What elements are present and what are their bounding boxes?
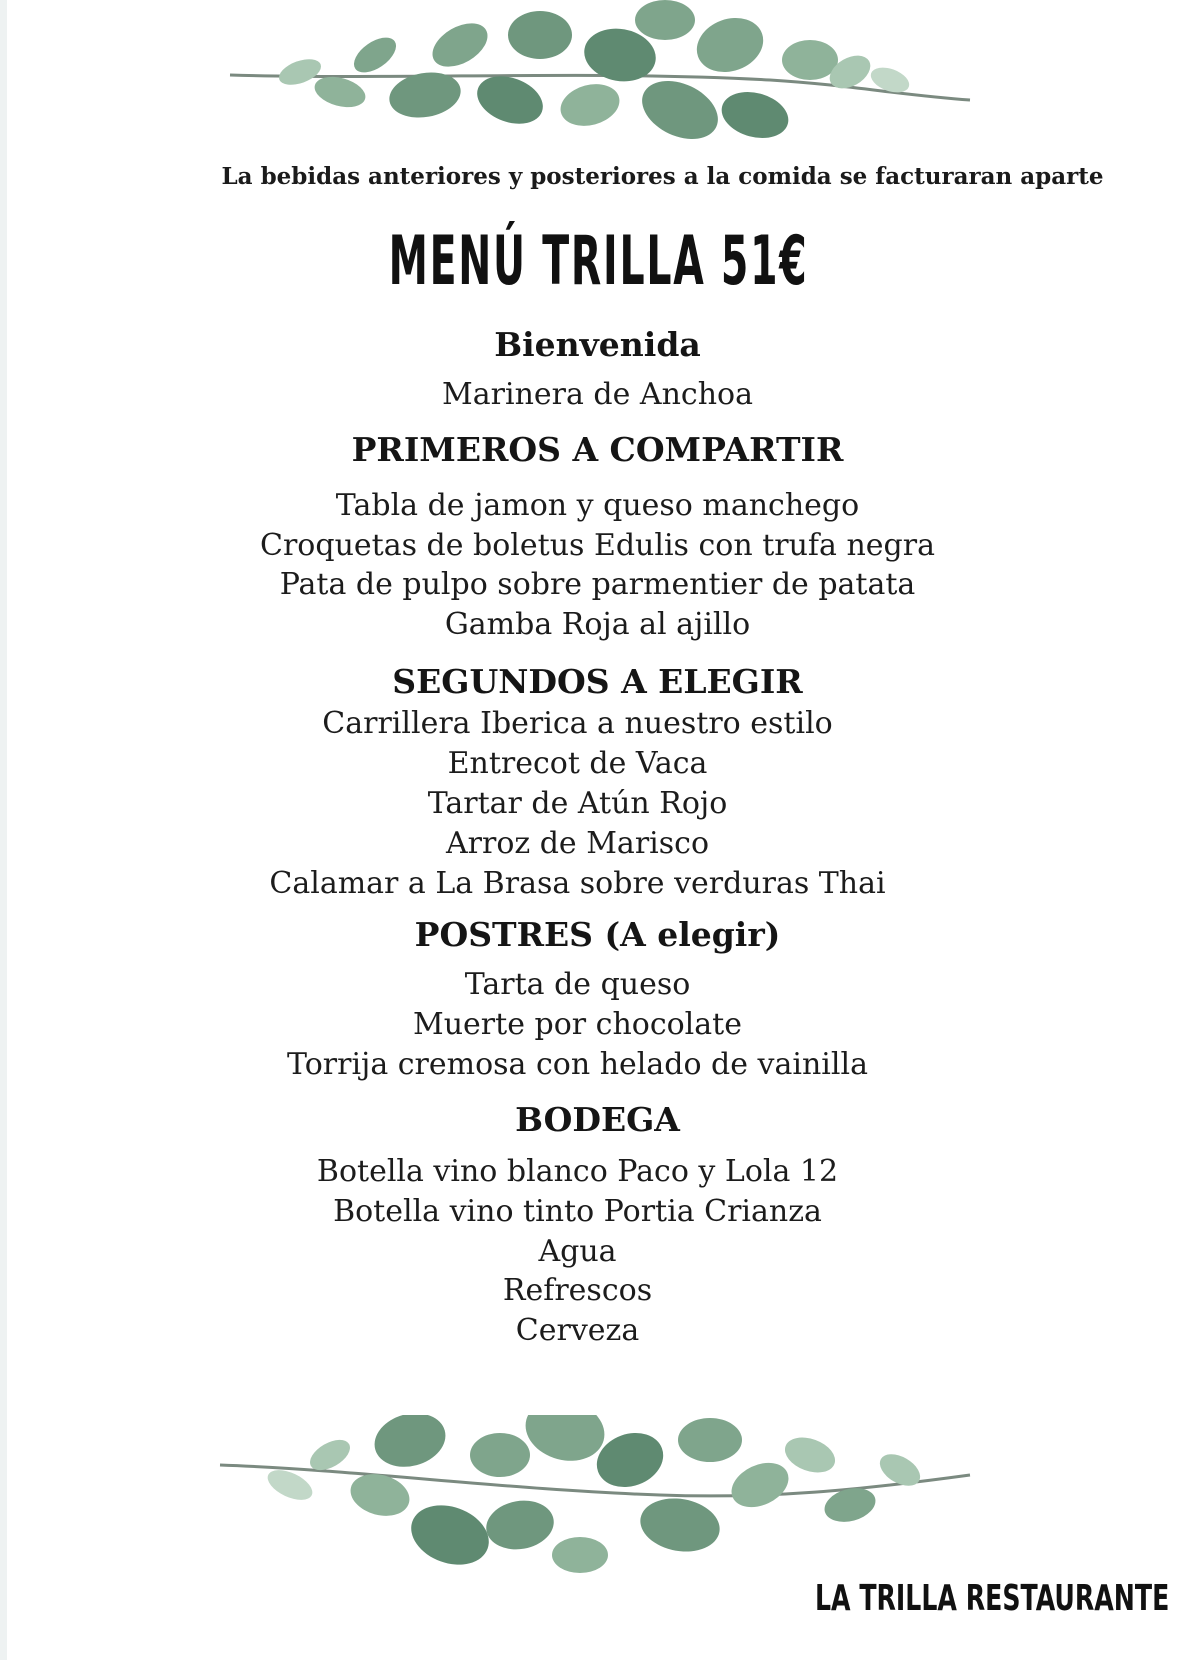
menu-item: Carrillera Iberica a nuestro estilo bbox=[322, 706, 833, 741]
section-heading-segundos: SEGUNDOS A ELEGIR bbox=[392, 662, 803, 701]
menu-item: Gamba Roja al ajillo bbox=[444, 607, 751, 642]
menu-title: MENÚ TRILLA 51€ bbox=[388, 222, 809, 301]
menu-item: Botella vino blanco Paco y Lola 12 bbox=[316, 1154, 839, 1189]
menu-item: Calamar a La Brasa sobre verduras Thai bbox=[269, 866, 886, 901]
menu-item: Cerveza bbox=[515, 1313, 640, 1348]
section-heading-bodega: BODEGA bbox=[515, 1100, 680, 1139]
section-heading-postres: POSTRES (A elegir) bbox=[414, 915, 781, 954]
menu-item: Muerte por chocolate bbox=[413, 1007, 742, 1042]
menu-item: Croquetas de boletus Edulis con trufa negra bbox=[260, 528, 935, 563]
eucalyptus-branch-bottom bbox=[210, 1415, 990, 1585]
menu-item: Pata de pulpo sobre parmentier de patata bbox=[279, 567, 916, 602]
menu-item: Botella vino tinto Portia Crianza bbox=[333, 1194, 822, 1229]
restaurant-name: LA TRILLA RESTAURANTE bbox=[815, 1578, 1170, 1619]
menu-item: Entrecot de Vaca bbox=[447, 746, 708, 781]
eucalyptus-branch-top bbox=[210, 0, 990, 150]
drinks-billing-note-text: La bebidas anteriores y posteriores a la comida se facturaran aparte bbox=[221, 163, 1104, 190]
section-heading-bienvenida: Bienvenida bbox=[494, 325, 701, 364]
menu-item: Arroz de Marisco bbox=[445, 826, 710, 861]
menu-item: Tarta de queso bbox=[464, 967, 691, 1002]
drinks-billing-note bbox=[0, 163, 1195, 190]
menu-item: Tartar de Atún Rojo bbox=[427, 786, 728, 821]
section-heading-primeros: PRIMEROS A COMPARTIR bbox=[351, 430, 844, 469]
menu-item: Torrija cremosa con helado de vainilla bbox=[287, 1047, 868, 1082]
menu-item: Agua bbox=[538, 1234, 617, 1269]
menu-item: Refrescos bbox=[502, 1273, 653, 1308]
menu-item: Tabla de jamon y queso manchego bbox=[335, 488, 860, 523]
menu-item: Marinera de Anchoa bbox=[442, 377, 753, 412]
